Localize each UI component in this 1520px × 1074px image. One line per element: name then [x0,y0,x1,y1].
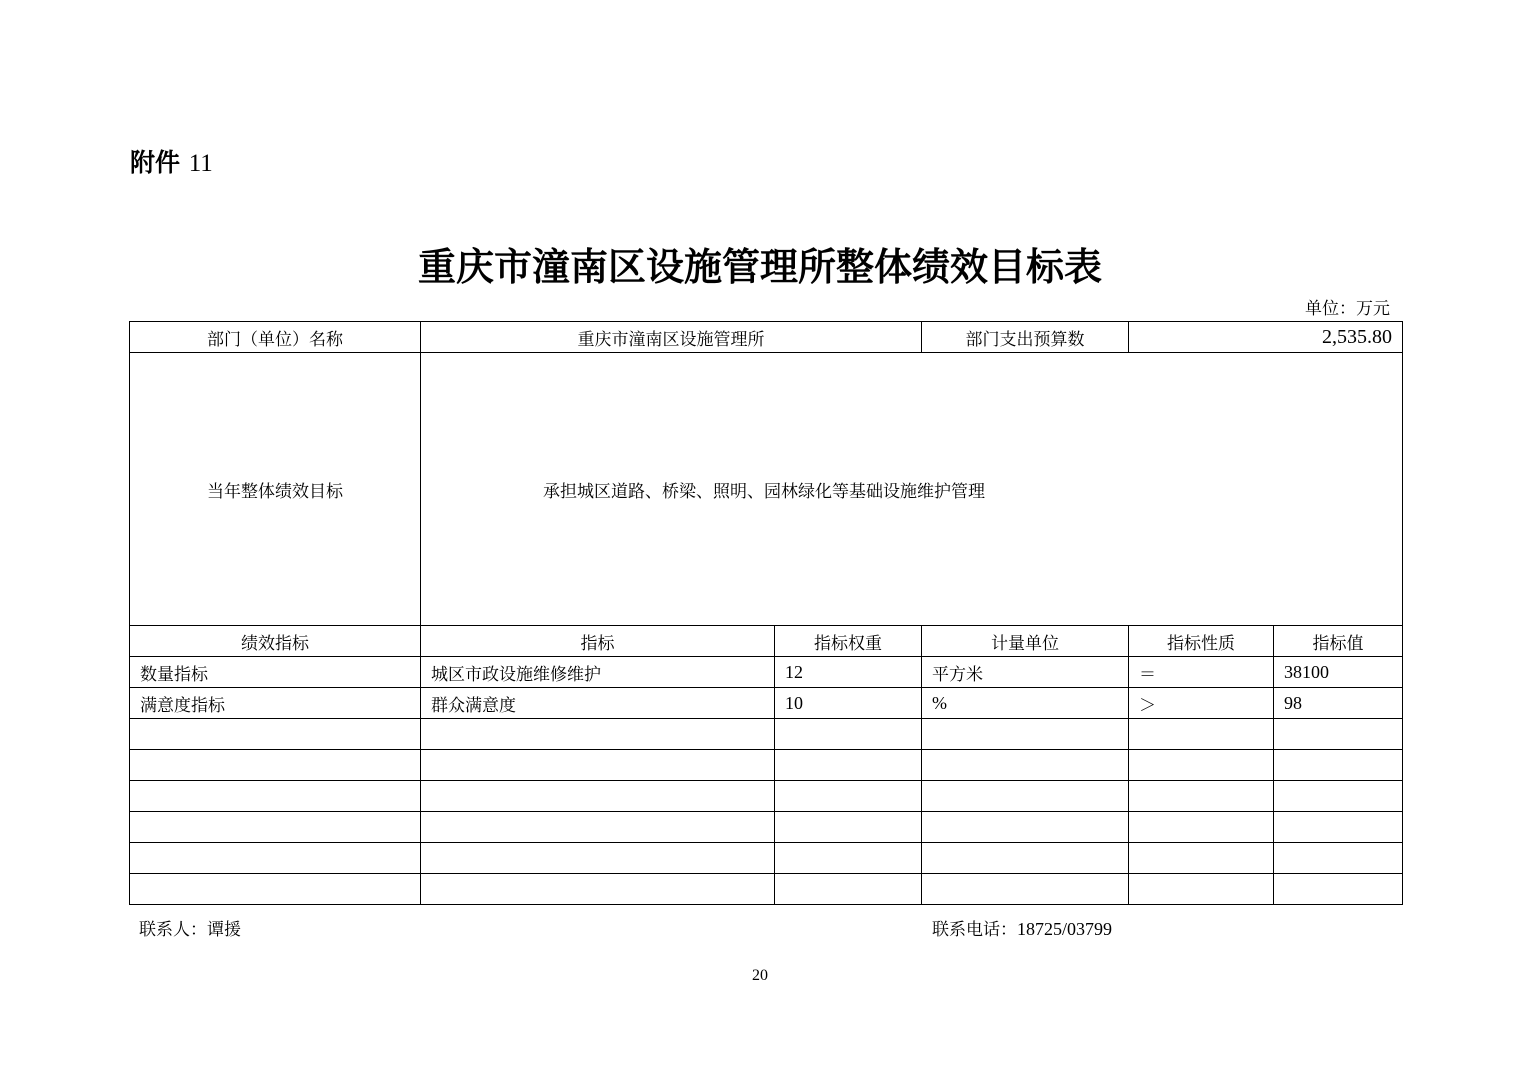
table-cell [1129,750,1274,781]
table-cell: 38100 [1274,657,1403,688]
table-cell [775,812,922,843]
table-cell [775,750,922,781]
table-cell [1274,781,1403,812]
table-cell [421,874,775,905]
table-cell [1274,874,1403,905]
table-cell [922,874,1129,905]
table-row [130,719,1403,750]
table-cell [775,874,922,905]
table-cell [421,843,775,874]
table-cell [130,812,421,843]
table-cell [421,719,775,750]
table-cell [922,719,1129,750]
table-row [130,812,1403,843]
table-cell [775,781,922,812]
indicator-header-cell: 指标 [421,626,775,657]
table-cell [130,750,421,781]
attachment-label [130,143,213,179]
table-cell: 城区市政设施维修维护 [421,657,775,688]
budget-value-cell: 2,535.80 [1129,322,1403,353]
attachment-number: 11 [188,150,213,177]
budget-label-cell: 部门支出预算数 [922,322,1129,353]
table-cell [922,781,1129,812]
indicator-header-row [130,626,1403,657]
table-cell [130,781,421,812]
attachment-text: 附件 [130,148,181,177]
table-cell [775,719,922,750]
goal-label-cell: 当年整体绩效目标 [130,353,421,626]
table-cell [130,874,421,905]
contact-phone [932,915,1112,940]
table-row [130,874,1403,905]
table-cell: 平方米 [922,657,1129,688]
table-cell [1274,843,1403,874]
header-row [130,322,1403,353]
goal-row [130,353,1403,626]
table-cell: % [922,688,1129,719]
dept-label-cell: 部门（单位）名称 [130,322,421,353]
table-cell [421,750,775,781]
phone-number: 18725/03799 [1017,919,1113,939]
table-row [130,688,1403,719]
table-cell: 满意度指标 [130,688,421,719]
table-cell [1129,843,1274,874]
table-cell: 98 [1274,688,1403,719]
table-row [130,750,1403,781]
table-row [130,843,1403,874]
table-cell: 数量指标 [130,657,421,688]
table-cell [130,719,421,750]
page-title: 重庆市潼南区设施管理所整体绩效目标表 [417,244,1102,289]
table-cell: ＞ [1129,688,1274,719]
indicator-header-cell: 绩效指标 [130,626,421,657]
table-cell [1129,719,1274,750]
table-cell: 群众满意度 [421,688,775,719]
table-cell: 10 [775,688,922,719]
table-cell [1129,874,1274,905]
table-cell [1129,812,1274,843]
table-cell [1274,750,1403,781]
contact-person: 联系人：谭援 [139,920,241,940]
indicator-header-cell: 指标性质 [1129,626,1274,657]
table-cell [421,781,775,812]
goal-text-cell: 承担城区道路、桥梁、照明、园林绿化等基础设施维护管理 [421,353,1403,626]
table-cell [1274,719,1403,750]
table-cell [775,843,922,874]
table-cell [421,812,775,843]
page-number: 20 [752,967,768,984]
table-cell [1129,781,1274,812]
table-row [130,657,1403,688]
unit-label: 单位：万元 [1305,299,1390,319]
indicator-header-cell: 指标值 [1274,626,1403,657]
table-cell: 12 [775,657,922,688]
phone-label: 联系电话： [932,920,1017,940]
indicator-header-cell: 指标权重 [775,626,922,657]
table-row [130,781,1403,812]
table-cell [1274,812,1403,843]
table-cell: ＝ [1129,657,1274,688]
performance-target-table [129,321,1403,905]
table-cell [922,812,1129,843]
table-cell [922,843,1129,874]
dept-name-cell: 重庆市潼南区设施管理所 [421,322,922,353]
table-cell [922,750,1129,781]
table-cell [130,843,421,874]
indicator-header-cell: 计量单位 [922,626,1129,657]
